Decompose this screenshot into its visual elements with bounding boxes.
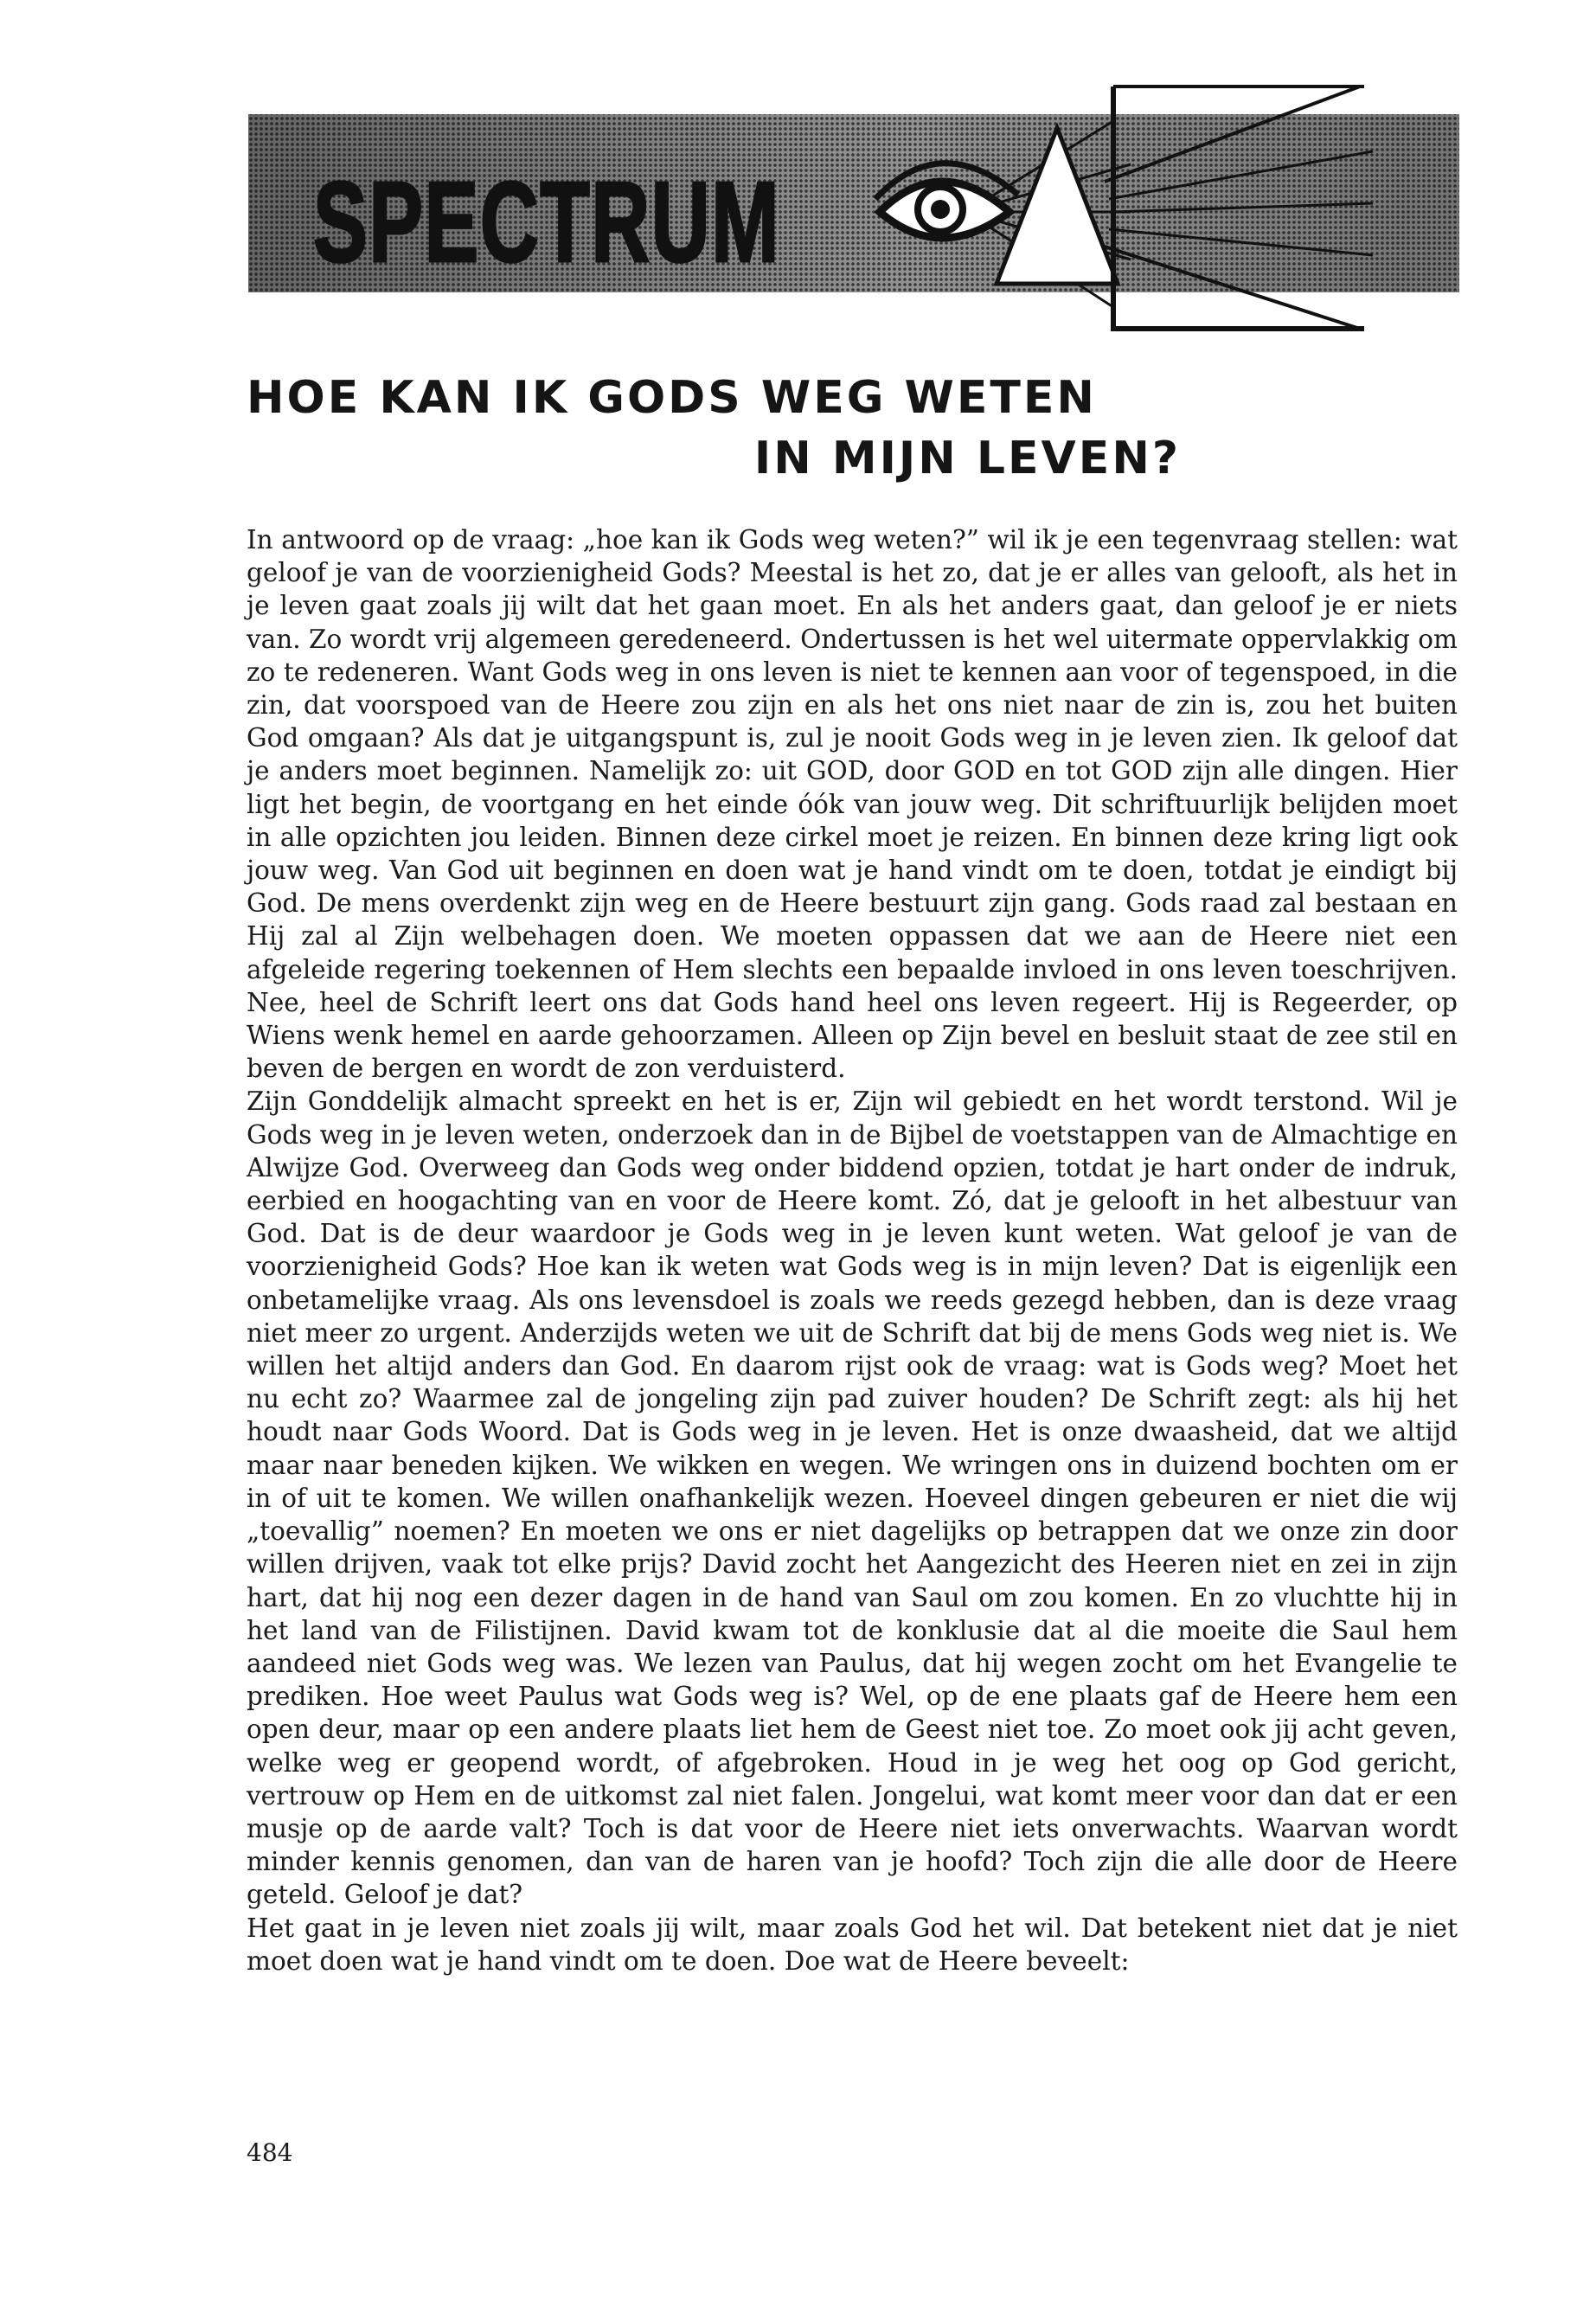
spectrum-logo-text: SPECTRUM xyxy=(313,158,780,285)
body-paragraph: Zijn Gonddelijk almacht spreekt en het is er, Zijn wil gebiedt en het wordt terstond. Wil je Gods weg in je leven weten, onderzoek dan in de Bijbel de voetstappen van de Almachtige en Alwijze God. Overweeg dan Gods weg onder biddend opzien, totdat je hart onder de indruk, eerbied en hoogachting van en voor de Heere komt. Zó, dat je gelooft in het albestuur van God. Dat is de deur waardoor je Gods weg in je leven kunt weten. Wat geloof je van de voorzienigheid Gods? Hoe kan ik weten wat Gods weg is in mijn leven? Dat is eigenlijk een onbetamelijke vraag. Als ons levensdoel is zoals we reeds gezegd hebben, dan is deze vraag niet meer zo urgent. Anderzijds weten we uit de Schrift dat bij de mens Gods weg niet is. We willen het altijd anders dan God. En daarom rijst ook de vraag: wat is Gods weg? Moet het nu echt zo? Waarmee zal de jongeling zijn pad zuiver houden? De Schrift zegt: als hij het houdt naar Gods Woord. Dat is Gods weg in je leven. Het is onze dwaasheid, dat we altijd maar naar beneden kijken. We wikken en wegen. We wringen ons in duizend bochten om er in of uit te komen. We willen onafhankelijk wezen. Hoeveel dingen gebeuren er niet die wij „toevallig” noemen? En moeten we ons er niet dagelijks op betrappen dat we onze zin door willen drijven, vaak tot elke prijs? David zocht het Aangezicht des Heeren niet en zei in zijn hart, dat hij nog een dezer dagen in de hand van Saul om zou komen. En zo vluchtte hij in het land van de Filistijnen. David kwam tot de konklusie dat al die moeite die Saul hem aandeed niet Gods weg was. We lezen van Paulus, dat hij wegen zocht om het Evangelie te prediken. Hoe weet Paulus wat Gods weg is? Wel, op de ene plaats gaf de Heere hem een open deur, maar op een andere plaats liet hem de Geest niet toe. Zo moet ook jij acht geven, welke weg er geopend wordt, of afgebroken. Houd in je weg het oog op God gericht, vertrouw op Hem en de uitkomst zal niet falen. Jongelui, wat komt meer voor dan dat er een musje op de aarde valt? Toch is dat voor de Heere niet iets onverwachts. Waarvan wordt minder kennis genomen, dan van de haren van je hoofd? Toch zijn die alle door de Heere geteld. Geloof je dat? xyxy=(247,1086,1458,1910)
spectrum-header-banner xyxy=(248,69,1459,346)
article-body xyxy=(247,523,1458,1977)
article-title xyxy=(247,368,1181,489)
body-paragraph: Het gaat in je leven niet zoals jij wilt, maar zoals God het wil. Dat betekent niet dat je niet moet doen wat je hand vindt om te doen. Doe wat de Heere beveelt: xyxy=(247,1913,1458,1976)
page-number: 484 xyxy=(247,2138,293,2167)
body-paragraph: In antwoord op de vraag: „hoe kan ik Gods weg weten?” wil ik je een tegenvraag stellen: wat geloof je van de voorzienigheid Gods? Meestal is het zo, dat je er alles van gelooft, als het in je leven gaat zoals jij wilt dat het gaan moet. En als het anders gaat, dan geloof je er niets van. Zo wordt vrij algemeen geredeneerd. Ondertussen is het wel uitermate oppervlakkig om zo te redeneren. Want Gods weg in ons leven is niet te kennen aan voor of tegenspoed, in die zin, dat voorspoed van de Heere zou zijn en als het ons niet naar de zin is, zou het buiten God omgaan? Als dat je uitgangspunt is, zul je nooit Gods weg in je leven zien. Ik geloof dat je anders moet beginnen. Namelijk zo: uit GOD, door GOD en tot GOD zijn alle dingen. Hier ligt het begin, de voortgang en het einde óók van jouw weg. Dit schriftuurlijk belijden moet in alle opzichten jou leiden. Binnen deze cirkel moet je reizen. En binnen deze kring ligt ook jouw weg. Van God uit beginnen en doen wat je hand vindt om te doen, totdat je eindigt bij God. De mens overdenkt zijn weg en de Heere bestuurt zijn gang. Gods raad zal bestaan en Hij zal al Zijn welbehagen doen. We moeten oppassen dat we aan de Heere niet een afgeleide regering toekennen of Hem slechts een bepaalde invloed in ons leven toeschrijven. Nee, heel de Schrift leert ons dat Gods hand heel ons leven regeert. Hij is Regeerder, op Wiens wenk hemel en aarde gehoorzamen. Alleen op Zijn bevel en besluit staat de zee stil en beven de bergen en wordt de zon verduisterd. xyxy=(247,525,1458,1084)
article-title-line-1: HOE KAN IK GODS WEG WETEN xyxy=(247,372,1097,424)
article-title-line-2: IN MIJN LEVEN? xyxy=(753,433,1181,484)
